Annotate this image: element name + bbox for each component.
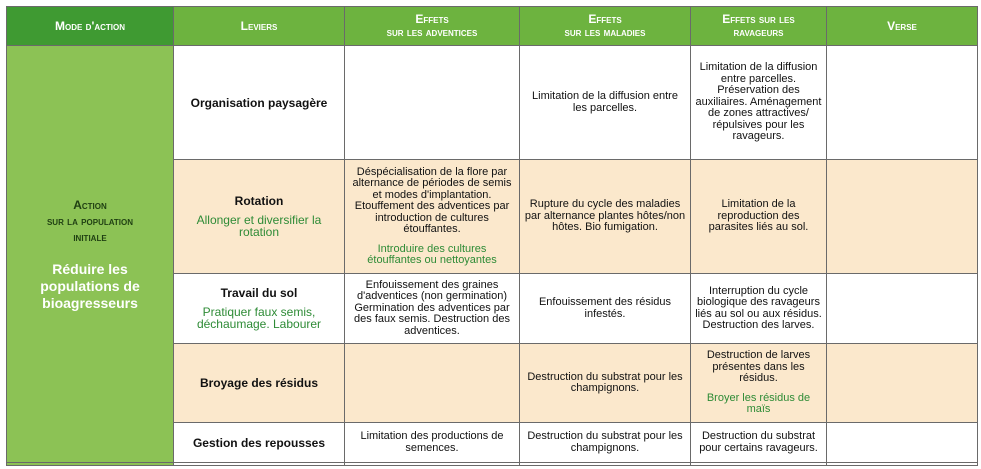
header-adventices-line2: sur les adventices	[386, 25, 478, 39]
verse-cell	[827, 344, 978, 423]
adventices-cell	[345, 46, 520, 160]
ravageurs-cell	[691, 46, 827, 160]
verse-cell	[827, 46, 978, 160]
ravageurs-text: Limitation de la reproduction des parasites liés au sol.	[708, 198, 809, 234]
maladies-text: Limitation de la diffusion entre les parcelles.	[532, 90, 678, 114]
table-edge-cell	[174, 463, 345, 466]
table-edge-cell	[691, 463, 827, 466]
header-maladies-line1: Effets	[588, 12, 622, 26]
ravageurs-text: Destruction de larves présentes dans les résidus.	[706, 349, 811, 385]
table-row	[7, 46, 978, 160]
header-effets-ravageurs	[691, 7, 827, 46]
lever-cell	[174, 160, 345, 274]
header-verse	[827, 7, 978, 46]
table-edge-cell	[345, 463, 520, 466]
maladies-cell	[520, 274, 691, 344]
adventices-cell	[345, 344, 520, 423]
ravageurs-cell	[691, 344, 827, 423]
lever-name: Gestion des repousses	[192, 435, 326, 450]
header-effets-maladies	[520, 7, 691, 46]
lever-recommendation: Allonger et diversifier la rotation	[196, 213, 322, 239]
maladies-cell	[520, 160, 691, 274]
adventices-text: Limitation des productions de semences.	[360, 430, 504, 454]
lever-recommendation: Pratiquer faux semis, déchaumage. Labourer	[196, 305, 322, 331]
lever-cell	[174, 274, 345, 344]
lever-name: Broyage des résidus	[199, 376, 319, 390]
lever-name: Organisation paysagère	[190, 95, 328, 110]
header-leviers-label: Leviers	[240, 18, 278, 33]
mode-action-cell	[7, 46, 174, 463]
header-ravageurs-line1: Effets sur les	[722, 12, 795, 26]
maladies-cell	[520, 344, 691, 423]
action-title-line1: Action	[73, 197, 107, 212]
maladies-text: Rupture du cycle des maladies par alternance plantes hôtes/non hôtes. Bio fumigation.	[524, 198, 686, 234]
header-ravageurs-line2: ravageurs	[733, 25, 784, 39]
header-leviers	[174, 7, 345, 46]
header-effets-adventices	[345, 7, 520, 46]
lever-name: Rotation	[234, 194, 284, 208]
effects-table	[6, 6, 978, 466]
lever-cell	[174, 46, 345, 160]
table-bottom-edge	[7, 463, 978, 466]
adventices-recommendation: Introduire des cultures étouffantes ou nettoyantes	[367, 242, 497, 266]
lever-name: Travail du sol	[220, 286, 298, 300]
action-subtitle: Réduire les populations de bioagresseurs	[40, 260, 140, 311]
ravageurs-cell	[691, 274, 827, 344]
adventices-text: Déspécialisation de la flore par alternance de périodes de semis et modes d'implantation. Etouffement des adventices par introduction de cultures étouffantes.	[352, 165, 512, 235]
table-edge-cell	[827, 463, 978, 466]
adventices-cell	[345, 274, 520, 344]
lever-cell	[174, 344, 345, 423]
maladies-text: Destruction du substrat pour les champignons.	[527, 370, 683, 394]
table-edge-cell	[520, 463, 691, 466]
maladies-text: Destruction du substrat pour les champignons.	[527, 430, 683, 454]
verse-cell	[827, 423, 978, 463]
verse-cell	[827, 160, 978, 274]
header-mode-action	[7, 7, 174, 46]
ravageurs-cell	[691, 160, 827, 274]
header-maladies-line2: sur les maladies	[564, 25, 646, 39]
ravageurs-text: Interruption du cycle biologique des ravageurs liés au sol ou aux résidus. Destruction des larves.	[695, 284, 822, 331]
maladies-text: Enfouissement des résidus infestés.	[538, 296, 672, 320]
adventices-cell	[345, 423, 520, 463]
action-title-line3: initiale	[73, 229, 107, 244]
adventices-cell	[345, 160, 520, 274]
ravageurs-text: Destruction du substrat pour certains ravageurs.	[699, 430, 818, 454]
header-row	[7, 7, 978, 46]
ravageurs-cell	[691, 423, 827, 463]
action-title-line2: sur la population	[46, 213, 134, 228]
lever-cell	[174, 423, 345, 463]
maladies-cell	[520, 46, 691, 160]
header-mode-label: Mode d'action	[55, 18, 125, 33]
mode-action-cell-continued	[7, 463, 174, 466]
ravageurs-text: Limitation de la diffusion entre parcelles. Préservation des auxiliaires. Aménagement de zones attractives/ répulsives pour les ravageurs.	[695, 61, 822, 143]
header-adventices-line1: Effets	[415, 12, 449, 26]
maladies-cell	[520, 423, 691, 463]
ravageurs-recommendation: Broyer les résidus de maïs	[706, 391, 811, 416]
verse-cell	[827, 274, 978, 344]
header-verse-label: Verse	[887, 18, 917, 33]
adventices-text: Enfouissement des graines d'adventices (non germination) Germination des adventices par des faux semis. Destruction des adventices.	[354, 278, 510, 337]
